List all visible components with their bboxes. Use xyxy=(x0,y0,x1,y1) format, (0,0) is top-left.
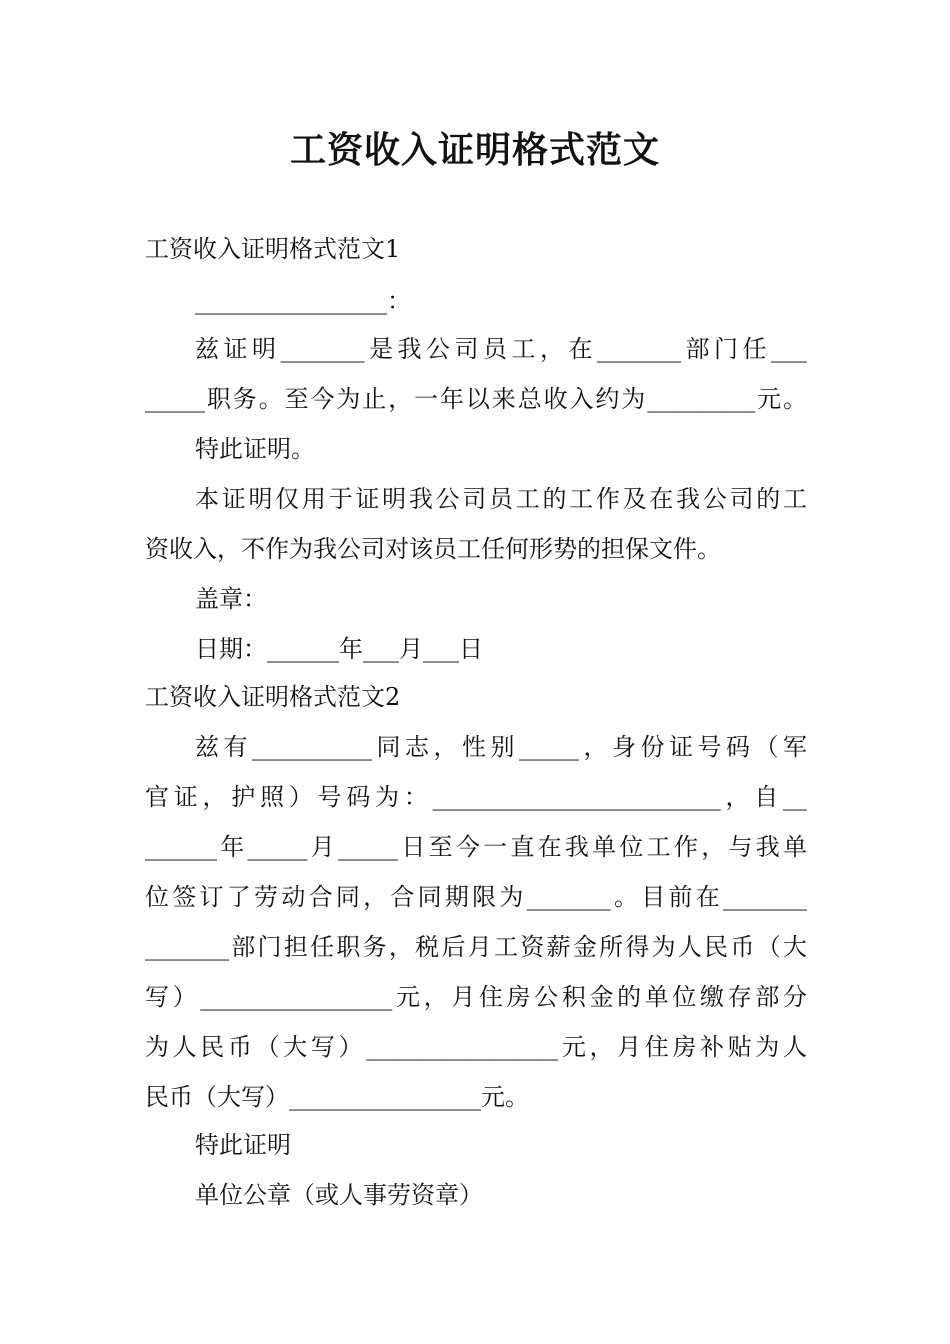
section1-body-line1: 兹证明_______是我公司员工，在_______部门任___ xyxy=(195,335,807,363)
section1-heading: 工资收入证明格式范文1 xyxy=(145,235,401,263)
section2-line: 兹有__________同志，性别_____，身份证号码（军 xyxy=(195,733,807,761)
section1-note-line1: 本证明仅用于证明我公司员工的工作及在我公司的工 xyxy=(195,485,807,513)
section1-closing: 特此证明。 xyxy=(195,435,315,463)
section1-note-line2: 资收入，不作为我公司对该员工任何形势的担保文件。 xyxy=(145,535,721,563)
section1-body-line2: _____职务。至今为止，一年以来总收入约为_________元。 xyxy=(145,385,807,413)
section2-seal: 单位公章（或人事劳资章） xyxy=(195,1181,483,1209)
section2-line: ______年_____月_____日至今一直在我单位工作，与我单 xyxy=(145,833,807,861)
section2-heading: 工资收入证明格式范文2 xyxy=(145,683,401,711)
section2-line: 位签订了劳动合同，合同期限为_______。目前在_______ xyxy=(145,883,807,911)
section2-line: _______部门担任职务，税后月工资薪金所得为人民币（大 xyxy=(145,933,807,961)
section2-line: 写）________________元，月住房公积金的单位缴存部分 xyxy=(145,983,807,1011)
section2-line: 民币（大写）________________元。 xyxy=(145,1083,529,1111)
section2-line: 官证，护照）号码为：________________________，自__ xyxy=(145,783,807,811)
section2-line: 为人民币（大写）________________元，月住房补贴为人 xyxy=(145,1033,807,1061)
section2-closing: 特此证明 xyxy=(195,1131,291,1159)
page-title: 工资收入证明格式范文 xyxy=(289,129,660,171)
section1-date: 日期：______年___月___日 xyxy=(195,635,483,663)
section1-addressee: ________________： xyxy=(195,287,411,315)
section1-seal: 盖章： xyxy=(195,585,267,613)
